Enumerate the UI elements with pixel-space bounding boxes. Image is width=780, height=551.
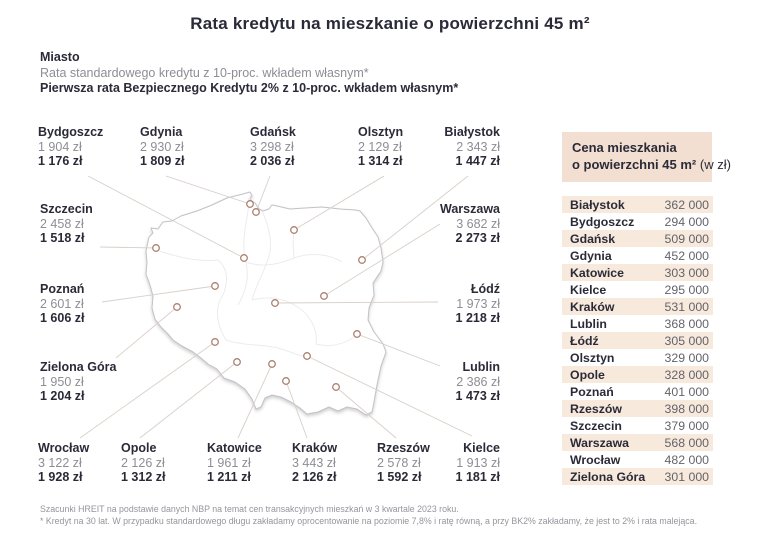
price-row-city: Gdynia [570,248,612,263]
price-table [562,196,713,485]
city-name: Białystok [444,125,500,139]
city-marker-dot-warszawa [321,293,328,300]
connector-line-opole [140,362,237,438]
price-row-gdansk [562,230,713,247]
city-label-gdansk [250,125,296,169]
price-row-city: Warszawa [570,435,630,450]
city-marker-dot-opole [234,359,241,366]
price-row-value: 568 000 [664,435,709,450]
city-label-szczecin [40,202,93,246]
bk2-rate-value: 1 447 zł [455,154,500,168]
source-note: Szacunki HREIT na podstawie danych NBP na temat cen transakcyjnych mieszkań w 3 kwartale 2023 roku. [40,504,459,514]
city-name: Olsztyn [358,125,404,139]
price-row-value: 401 000 [664,384,709,399]
bk2-rate-value: 1 473 zł [455,389,500,403]
city-name: Wrocław [38,441,90,455]
city-label-rzeszow [377,441,430,485]
bk2-rate-value: 1 204 zł [40,389,85,403]
city-name: Łódź [470,282,500,296]
city-marker-dot-gdynia [247,201,254,208]
city-marker-dot-bialystok [359,257,366,264]
price-row-krakow [562,298,713,315]
city-name: Bydgoszcz [38,125,104,139]
city-label-lublin [456,360,500,404]
price-row-city: Rzeszów [570,401,622,416]
city-name: Zielona Góra [40,360,117,374]
bk2-rate-value: 1 314 zł [358,154,403,168]
price-row-value: 509 000 [664,231,709,246]
city-marker-dot-wroclaw [212,339,219,346]
price-row-olsztyn [562,349,713,366]
standard-rate-value: 1 950 zł [40,374,84,389]
price-row-value: 295 000 [664,282,709,297]
city-label-kielce [456,441,500,485]
standard-rate-value: 3 122 zł [38,455,82,470]
price-panel-header-line2-bold: o powierzchni 45 m² [572,156,697,172]
bk2-rate-value: 2 273 zł [455,231,500,245]
price-row-value: 368 000 [664,316,709,331]
city-label-katowice [207,441,262,485]
city-label-krakow [292,441,337,485]
city-name: Kraków [292,441,338,455]
city-name: Kielce [463,441,500,455]
price-row-value: 482 000 [664,452,709,467]
city-label-wroclaw [38,441,89,485]
city-marker-dot-lodz [272,300,279,307]
bk2-rate-value: 1 211 zł [207,470,251,484]
price-row-value: 398 000 [664,401,709,416]
price-row-gdynia [562,247,713,264]
city-name: Gdynia [140,125,183,139]
bk2-rate-value: 2 126 zł [292,470,337,484]
price-row-city: Opole [570,367,605,382]
price-row-value: 329 000 [664,350,709,365]
page-title: Rata kredytu na mieszkanie o powierzchni 45 m² [190,14,590,33]
standard-rate-value: 2 601 zł [40,296,84,311]
price-row-city: Szczecin [570,418,622,433]
city-name: Opole [121,441,157,455]
price-row-szczecin [562,417,713,434]
price-row-lodz [562,332,713,349]
standard-rate-value: 2 343 zł [456,139,500,154]
price-panel-header-line2-unit: (w zł) [696,156,731,172]
price-row-kielce [562,281,713,298]
price-row-value: 328 000 [664,367,709,382]
price-row-lublin [562,315,713,332]
price-row-value: 305 000 [664,333,709,348]
price-row-city: Lublin [570,316,607,331]
city-name: Katowice [207,441,262,455]
price-row-value: 452 000 [664,248,709,263]
price-row-city: Bydgoszcz [570,214,635,229]
city-label-warszawa [440,202,500,246]
standard-rate-value: 2 578 zł [377,455,421,470]
price-row-poznan [562,383,713,400]
bk2-rate-value: 1 592 zł [377,470,422,484]
standard-rate-value: 3 682 zł [456,216,500,231]
price-row-value: 303 000 [664,265,709,280]
bk2-rate-value: 1 218 zł [455,311,500,325]
city-marker-dot-poznan [212,283,219,290]
bk2-rate-value: 1 928 zł [38,470,83,484]
price-row-bydgoszcz [562,213,713,230]
connector-line-gdynia [166,176,250,204]
city-label-bialystok [444,125,500,169]
price-row-katowice [562,264,713,281]
city-label-lodz [456,282,500,326]
city-label-poznan [40,282,84,326]
standard-rate-value: 1 904 zł [38,139,82,154]
price-row-city: Łódź [570,333,599,348]
bk2-rate-value: 1 181 zł [455,470,500,484]
city-label-olsztyn [358,125,403,169]
bk2-rate-value: 1 518 zł [40,231,85,245]
standard-rate-value: 2 930 zł [140,139,184,154]
standard-rate-value: 2 458 zł [40,216,84,231]
legend-standard-rate-line: Rata standardowego kredytu z 10-proc. wkładem własnym* [40,65,369,80]
city-marker-dot-zielona-gora [174,304,181,311]
price-row-bialystok [562,196,713,213]
price-row-zielona-gora [562,468,713,485]
price-row-city: Kielce [570,282,607,297]
price-panel-header-line1: Cena mieszkania [572,140,677,155]
city-name: Szczecin [40,202,93,216]
standard-rate-value: 2 126 zł [121,455,165,470]
city-label-zielona-gora [40,360,116,404]
city-marker-dot-lublin [354,331,361,338]
bk2-rate-value: 1 809 zł [140,154,185,168]
standard-rate-value: 1 913 zł [456,455,500,470]
footnotes [40,503,697,527]
city-label-opole [121,441,165,485]
price-row-value: 379 000 [664,418,709,433]
city-marker-dot-szczecin [153,245,160,252]
assumptions-note: * Kredyt na 30 lat. W przypadku standardowego długu zakładamy oprocentowanie na poziomie 7,8% i ratę równą, a przy BK2% zakładamy, że jest to 2% i rata malejąca. [40,516,698,526]
bk2-rate-value: 1 312 zł [121,470,166,484]
standard-rate-value: 3 443 zł [292,455,336,470]
city-name: Gdańsk [250,125,296,139]
price-row-city: Białystok [570,197,625,212]
price-row-city: Wrocław [570,452,621,467]
price-row-warszawa [562,434,713,451]
connector-line-gdansk [256,176,270,212]
price-row-city: Katowice [570,265,624,280]
city-marker-dot-bydgoszcz [241,255,248,262]
legend-city-heading: Miasto [40,50,80,64]
price-row-city: Gdańsk [570,231,616,246]
city-label-bydgoszcz [38,125,103,169]
city-label-gdynia [140,125,184,169]
city-name: Poznań [40,282,85,296]
price-row-city: Olsztyn [570,350,615,365]
city-name: Warszawa [440,202,500,216]
price-row-city: Poznań [570,384,614,399]
city-marker-dot-kielce [304,353,311,360]
bk2-rate-value: 1 176 zł [38,154,83,168]
city-marker-dot-katowice [269,361,276,368]
city-name: Lublin [462,360,500,374]
price-row-rzeszow [562,400,713,417]
city-name: Rzeszów [377,441,430,455]
city-marker-dot-krakow [283,378,290,385]
bk2-rate-value: 1 606 zł [40,311,85,325]
price-row-city: Kraków [570,299,615,314]
city-marker-dot-gdansk [253,209,260,216]
price-row-city: Zielona Góra [570,469,646,484]
price-row-opole [562,366,713,383]
bk2-rate-value: 2 036 zł [250,154,295,168]
standard-rate-value: 1 973 zł [456,296,500,311]
standard-rate-value: 2 129 zł [358,139,402,154]
city-marker-dot-rzeszow [333,384,340,391]
price-row-wroclaw [562,451,713,468]
standard-rate-value: 2 386 zł [456,374,500,389]
price-row-value: 301 000 [664,469,709,484]
price-row-value: 362 000 [664,197,709,212]
standard-rate-value: 3 298 zł [250,139,294,154]
price-row-value: 531 000 [664,299,709,314]
price-row-value: 294 000 [664,214,709,229]
standard-rate-value: 1 961 zł [207,455,251,470]
city-marker-dot-olsztyn [291,227,298,234]
legend-bk2-rate-line: Pierwsza rata Bezpiecznego Kredytu 2% z 10-proc. wkładem własnym* [40,81,459,95]
price-panel-header [562,132,731,182]
